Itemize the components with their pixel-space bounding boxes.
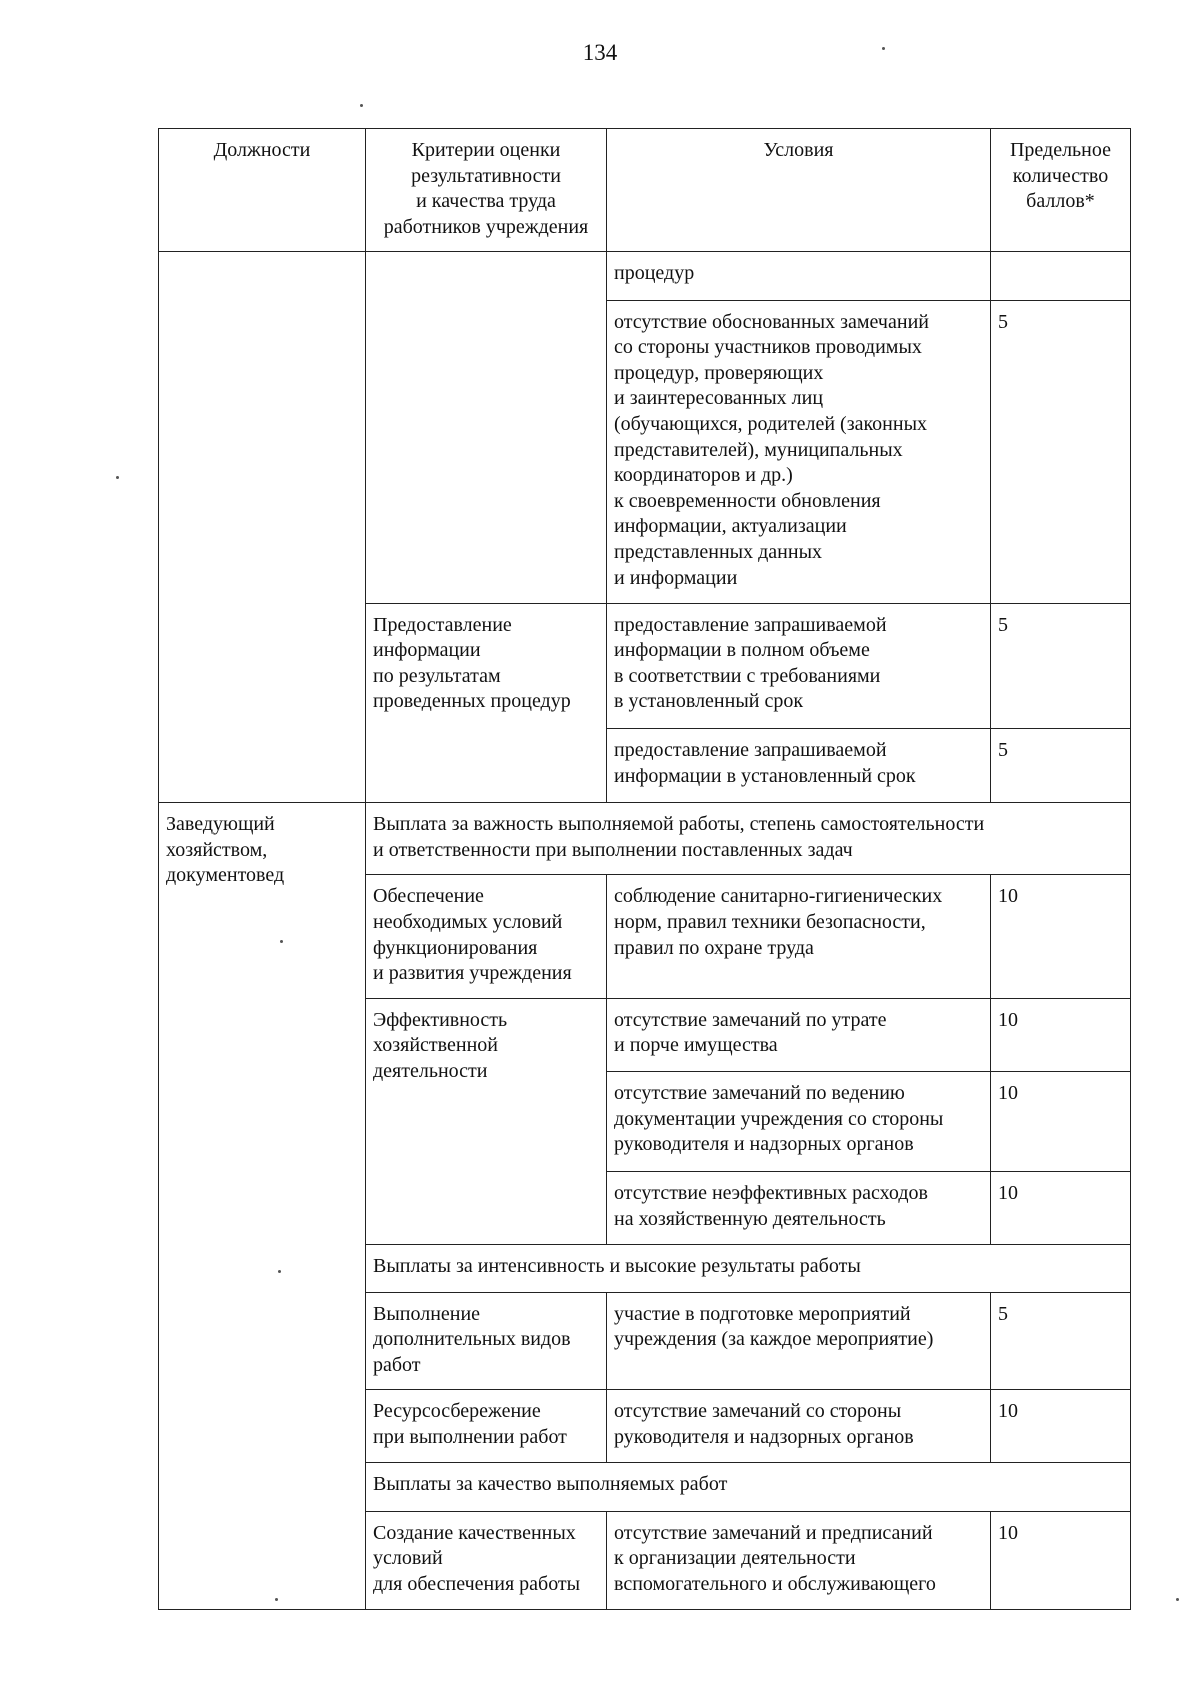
- position-cell-empty: [159, 252, 366, 803]
- table-header-row: [159, 129, 1131, 252]
- criteria-cell: Обеспечение необходимых условий функционирования и развития учреждения: [366, 875, 607, 998]
- points-cell-empty: [991, 252, 1131, 300]
- scan-speck: [280, 940, 283, 943]
- criteria-table: [158, 128, 1131, 1610]
- condition-cell: участие в подготовке мероприятий учреждения (за каждое мероприятие): [607, 1292, 991, 1389]
- condition-cell: предоставление запрашиваемой информации в установленный срок: [607, 729, 991, 803]
- scan-speck: [882, 47, 885, 50]
- criteria-cell-empty: [366, 252, 607, 603]
- points-cell: 5: [991, 729, 1131, 803]
- condition-cell: соблюдение санитарно-гигиенических норм, правил техники безопасности, правил по охране труда: [607, 875, 991, 998]
- condition-cell: предоставление запрашиваемой информации в полном объеме в соответствии с требованиями в установленный срок: [607, 603, 991, 728]
- header-conditions: Условия: [607, 129, 991, 252]
- scan-speck: [116, 476, 119, 479]
- condition-cell: отсутствие замечаний по утрате и порче имущества: [607, 998, 991, 1071]
- points-cell: 10: [991, 998, 1131, 1071]
- criteria-cell: Создание качественных условий для обеспечения работы: [366, 1511, 607, 1609]
- table-row: [159, 252, 1131, 300]
- scan-speck: [275, 1598, 278, 1601]
- criteria-cell: Предоставление информации по результатам проведенных процедур: [366, 603, 607, 803]
- page-number: 134: [582, 40, 618, 65]
- points-cell: 10: [991, 1511, 1131, 1609]
- header-criteria: Критерии оценки результативности и качества труда работников учреждения: [366, 129, 607, 252]
- position-cell: Заведующий хозяйством, документовед: [159, 803, 366, 1610]
- condition-cell: отсутствие замечаний со стороны руководителя и надзорных органов: [607, 1390, 991, 1463]
- section-heading: Выплаты за качество выполняемых работ: [366, 1463, 1131, 1511]
- header-points: Предельное количество баллов*: [991, 129, 1131, 252]
- points-cell: 10: [991, 1390, 1131, 1463]
- points-cell: 10: [991, 1172, 1131, 1244]
- scan-speck: [360, 104, 363, 107]
- condition-cell: отсутствие замечаний по ведению документации учреждения со стороны руководителя и надзорных органов: [607, 1072, 991, 1172]
- scan-speck: [278, 1270, 281, 1273]
- condition-cell: отсутствие обоснованных замечаний со стороны участников проводимых процедур, проверяющих и заинтересованных лиц (обучающихся, родителей (законных представителей), муниципальных координаторов и др.) к своевременности обновления информации, актуализации представленных данных и информации: [607, 300, 991, 603]
- table-row: [159, 803, 1131, 875]
- header-position: Должности: [159, 129, 366, 252]
- points-cell: 5: [991, 300, 1131, 603]
- section-heading: Выплаты за интенсивность и высокие результаты работы: [366, 1244, 1131, 1292]
- condition-cell: отсутствие замечаний и предписаний к организации деятельности вспомогательного и обслуживающего: [607, 1511, 991, 1609]
- criteria-cell: Ресурсосбережение при выполнении работ: [366, 1390, 607, 1463]
- points-cell: 5: [991, 603, 1131, 728]
- scan-speck: [1176, 1598, 1179, 1601]
- points-cell: 5: [991, 1292, 1131, 1389]
- points-cell: 10: [991, 875, 1131, 998]
- criteria-cell: Выполнение дополнительных видов работ: [366, 1292, 607, 1389]
- points-cell: 10: [991, 1072, 1131, 1172]
- section-heading: Выплата за важность выполняемой работы, степень самостоятельности и ответственности при выполнении поставленных задач: [366, 803, 1131, 875]
- condition-cell: отсутствие неэффективных расходов на хозяйственную деятельность: [607, 1172, 991, 1244]
- condition-cell: процедур: [607, 252, 991, 300]
- criteria-cell: Эффективность хозяйственной деятельности: [366, 998, 607, 1244]
